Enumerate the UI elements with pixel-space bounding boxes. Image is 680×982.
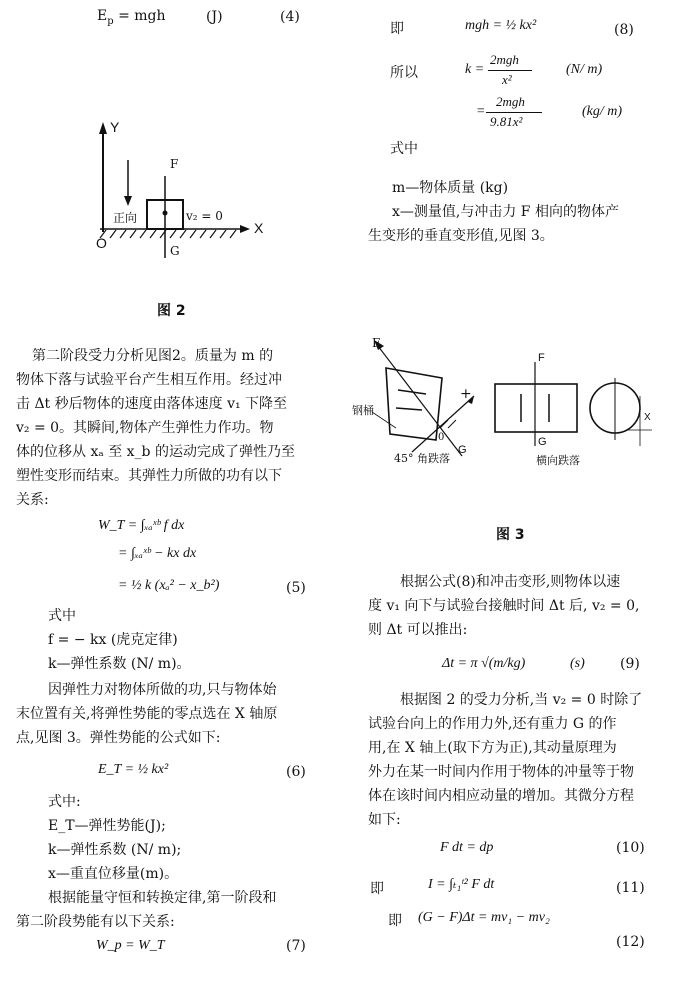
left-p2-1: 因弹性力对物体所做的功,只与物体始: [48, 682, 277, 698]
fig2-force-f: F: [170, 157, 179, 171]
right-ji1: 即: [390, 21, 404, 37]
eq6: E_T = ½ kx²: [98, 762, 169, 777]
eq7-number: (7): [286, 938, 306, 954]
right-ji2: 即: [370, 881, 384, 897]
left-def-1: E_T—弹性势能(J);: [48, 818, 166, 834]
fig2-zhengxiang: 正向: [113, 211, 138, 225]
eqk1-unit: (N/ m): [566, 62, 603, 77]
eq8-number: (8): [614, 22, 634, 38]
eq5-line2: = ∫ₓₐˣᵇ − kx dx: [118, 546, 197, 561]
fig3-f-horizontal: F: [538, 352, 545, 364]
right-p4-1: 根据公式(8)和冲击变形,则物体以速: [400, 574, 621, 590]
fig2-caption: 图 2: [157, 303, 186, 319]
right-p5-2: 试验台向上的作用力外,还有重力 G 的作: [368, 716, 617, 732]
left-shizhong: 式中: [48, 608, 76, 624]
left-p1-3: 击 Δt 秒后物体的速度由落体速度 v₁ 下降至: [16, 396, 288, 412]
eq10: F dt = dp: [440, 840, 494, 855]
eq5-line1: W_T = ∫ₓₐˣᵇ f dx: [98, 518, 185, 533]
eqk1-numerator: 2mgh: [490, 52, 519, 67]
left-p1-4: v₂ = 0。其瞬间,物体产生弹性力作功。物: [16, 420, 274, 436]
eq7: W_p = W_T: [96, 938, 165, 953]
eq8: mgh = ½ kx²: [465, 18, 537, 33]
right-shizhong: 式中: [390, 141, 418, 157]
eq12-number: (12): [616, 934, 645, 950]
eq4-rest: = mgh: [113, 8, 166, 24]
eq4-e: E: [97, 8, 108, 24]
left-f-def: f = − kx (虎克定律): [48, 632, 178, 648]
eqk2-denominator: 9.81x²: [490, 114, 523, 129]
fig3-g-horizontal: G: [538, 436, 547, 448]
left-def-3: x—重直位移量(m)。: [48, 866, 179, 882]
left-p2-3: 点,见图 3。弹性势能的公式如下:: [16, 730, 221, 746]
fig3-plus: +: [460, 386, 472, 402]
eqk2-numerator: 2mgh: [496, 94, 525, 109]
left-p1-5: 体的位移从 xₐ 至 x_b 的运动完成了弹性乃至: [16, 444, 295, 460]
fig3-caption: 图 3: [496, 527, 525, 543]
eqk1-lhs: k =: [465, 62, 485, 77]
right-x-def-1: x—测量值,与冲击力 F 相向的物体产: [392, 204, 619, 220]
eq4-unit: (J): [206, 9, 223, 25]
right-suoyi: 所以: [390, 65, 418, 81]
eq11: I = ∫ₜ₁ᵗ² F dt: [428, 877, 495, 892]
right-p5-3: 用,在 X 轴上(取下方为正),其动量原理为: [368, 740, 617, 756]
eq5-number: (5): [286, 580, 306, 596]
fig3-g-tilted: G: [458, 444, 467, 456]
left-p3-1: 根据能量守恒和转换定律,第一阶段和: [48, 890, 277, 906]
right-p5-5: 体在该时间内相应动量的增加。其微分方程: [368, 788, 634, 804]
fig3-label-heng: 横向跌落: [536, 454, 580, 467]
fig2-axis-y: Y: [110, 119, 120, 135]
eq6-number: (6): [286, 764, 306, 780]
eq10-number: (10): [616, 840, 645, 856]
eqk2-unit: (kg/ m): [582, 104, 623, 119]
right-p5-6: 如下:: [368, 812, 401, 828]
left-shizhong2: 式中:: [48, 794, 81, 810]
eqk2-eq: =: [476, 104, 486, 119]
left-p1-7: 关系:: [16, 492, 49, 508]
fig3-zero: 0: [438, 432, 445, 443]
right-p4-2: 度 v₁ 向下与试验台接触时间 Δt 后, v₂ = 0,: [368, 598, 640, 614]
right-p4-3: 则 Δt 可以推出:: [368, 622, 468, 638]
eq4-number: (4): [280, 9, 300, 25]
eqk1-denominator: x²: [502, 72, 512, 87]
left-k-def: k—弹性系数 (N/ m)。: [48, 656, 191, 672]
left-def-2: k—弹性系数 (N/ m);: [48, 842, 182, 858]
right-p5-4: 外力在某一时间内作用于物体的冲量等于物: [368, 764, 634, 780]
left-p1-6: 塑性变形而结束。其弹性力所做的功有以下: [16, 468, 282, 484]
eq4-sub: p: [107, 15, 114, 27]
eq9-unit: (s): [570, 656, 585, 671]
right-ji3: 即: [388, 913, 402, 929]
left-p2-2: 末位置有关,将弹性势能的零点选在 X 轴原: [16, 706, 278, 722]
fig3-label-45: 45° 角跌落: [394, 452, 450, 465]
fig2-force-g: G: [170, 244, 180, 258]
fig3-label-gangtong: 钢桶: [352, 404, 374, 417]
fig2-origin: O: [96, 235, 107, 251]
left-p1-2: 物体下落与试验平台产生相互作用。经过冲: [16, 372, 282, 388]
eq9: Δt = π √(m/kg): [442, 656, 526, 671]
right-p5-1: 根据图 2 的受力分析,当 v₂ = 0 时除了: [400, 692, 643, 708]
eq11-number: (11): [616, 880, 645, 896]
eq5-line3: = ½ k (xₐ² − x_b²): [118, 578, 220, 593]
right-m-def: m—物体质量 (kg): [392, 180, 509, 196]
eq12: (G − F)Δt = mv₁ − mv₂: [418, 910, 550, 925]
fig3-f-tilted: F: [372, 336, 381, 350]
left-p1-1: 第二阶段受力分析见图2。质量为 m 的: [32, 348, 274, 364]
fig3-x: X: [644, 412, 651, 423]
fig2-v2: v₂ = 0: [186, 209, 223, 223]
left-p3-2: 第二阶段势能有以下关系:: [16, 914, 175, 930]
eq9-number: (9): [620, 656, 640, 672]
right-x-def-2: 生变形的垂直变形值,见图 3。: [368, 228, 554, 244]
fig2-axis-x: X: [254, 220, 264, 236]
